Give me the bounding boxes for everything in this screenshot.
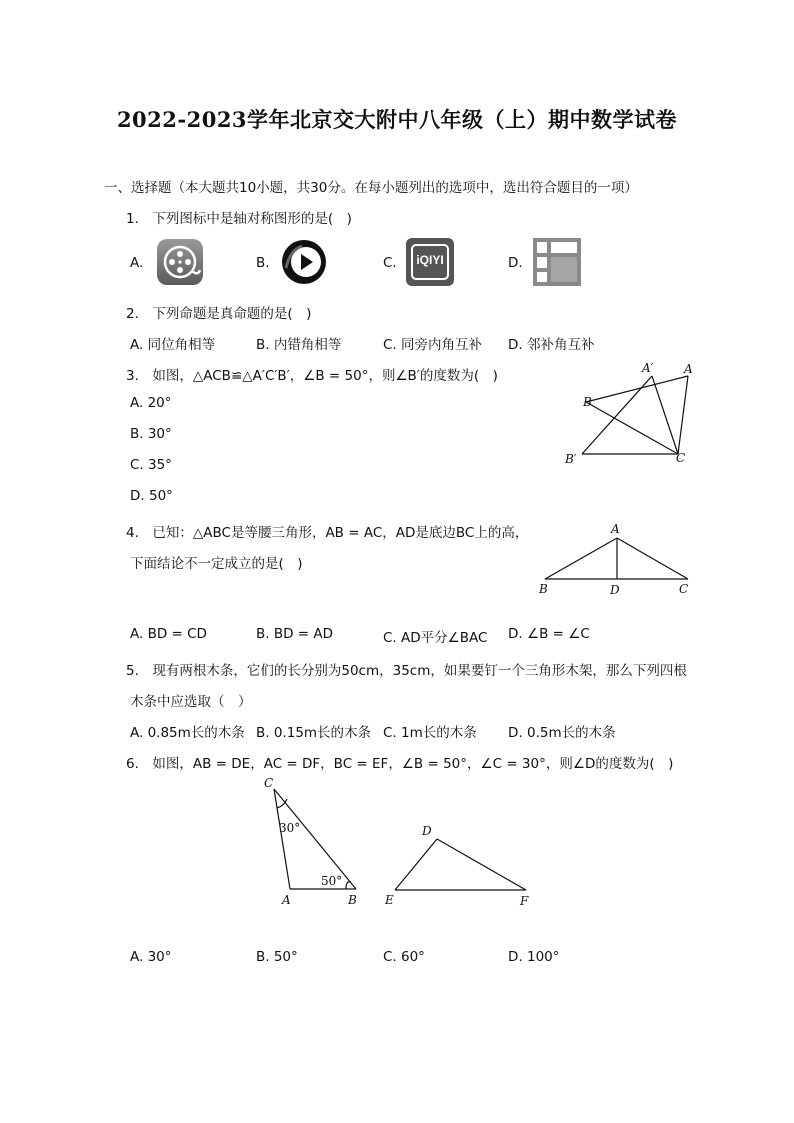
q3-option-c: C. 35° [130,457,172,473]
q5-option-a: A. 0.85m长的木条 [130,725,245,741]
film-reel-app-icon [156,238,204,286]
q2-option-c: C. 同旁内角互补 [383,337,483,353]
q1-option-d-label: D. [508,255,523,271]
q6-label-f: F [520,894,529,908]
question-5-line-1: 5. 现有两根木条，它们的长分别为50cm，35cm，如果要钉一个三角形木架，那么下列四根 [126,663,687,679]
q6-option-b: B. 50° [256,949,298,965]
q6-label-a: A [282,893,291,907]
question-5-line-2: 木条中应选取（ ） [130,694,252,710]
q6-label-b: B [348,893,357,907]
q4-isosceles-figure [535,522,700,600]
question-4-line-2: 下面结论不一定成立的是( ) [130,556,303,572]
play-button-app-icon [280,238,328,286]
q6-angle-c-value: 30° [279,821,301,835]
q1-option-a-label: A. [130,255,144,271]
q6-two-triangles-figure [260,775,540,910]
q6-option-d: D. 100° [508,949,560,965]
question-6: 6. 如图，AB = DE，AC = DF，BC = EF，∠B = 50°，∠C = 30°，则∠D的度数为( ) [126,756,674,772]
q5-option-c: C. 1m长的木条 [383,725,477,741]
q3-label-c: C [676,451,686,465]
q6-label-c: C [264,776,274,790]
q6-label-d: D [422,824,432,838]
q4-label-b: B [539,582,548,596]
q5-option-d: D. 0.5m长的木条 [508,725,616,741]
q4-label-d: D [610,583,620,597]
q6-label-e: E [385,893,394,907]
q3-label-a-prime: A′ [642,361,654,375]
section-heading: 一、选择题（本大题共10小题，共30分。在每小题列出的选项中，选出符合题目的一项） [104,180,638,196]
q4-label-a: A [611,522,620,536]
q3-triangle-figure [560,358,710,470]
question-1: 1. 下列图标中是轴对称图形的是( ) [126,211,352,227]
q3-label-b-prime: B′ [565,452,577,466]
iqiyi-logo-text: iQIYI [416,253,444,267]
q2-option-a: A. 同位角相等 [130,337,216,353]
question-4-line-1: 4. 已知：△ABC是等腰三角形，AB = AC，AD是底边BC上的高， [126,525,529,541]
q1-option-b-label: B. [256,255,270,271]
q3-option-a: A. 20° [130,395,172,411]
page-title: 2022-2023学年北京交大附中八年级（上）期中数学试卷 [116,107,678,132]
q3-option-b: B. 30° [130,426,172,442]
q3-label-b: B [583,395,592,409]
q5-option-b: B. 0.15m长的木条 [256,725,372,741]
q6-option-c: C. 60° [383,949,425,965]
question-3: 3. 如图，△ACB≌△A′C′B′，∠B = 50°，则∠B′的度数为( ) [126,368,498,384]
q1-option-c-label: C. [383,255,397,271]
q6-option-a: A. 30° [130,949,172,965]
q2-option-b: B. 内错角相等 [256,337,342,353]
q4-label-c: C [679,582,689,596]
q4-option-a: A. BD = CD [130,626,207,642]
q3-label-a: A [684,362,693,376]
q6-angle-b-value: 50° [321,874,343,888]
q4-option-b: B. BD = AD [256,626,334,642]
q4-option-c: C. AD平分∠BAC [383,630,488,646]
grid-tiles-app-icon [533,238,581,286]
q3-option-d: D. 50° [130,488,173,504]
iqiyi-app-icon [406,238,454,286]
q4-option-d: D. ∠B = ∠C [508,626,590,642]
question-2: 2. 下列命题是真命题的是( ) [126,306,312,322]
q2-option-d: D. 邻补角互补 [508,337,595,353]
